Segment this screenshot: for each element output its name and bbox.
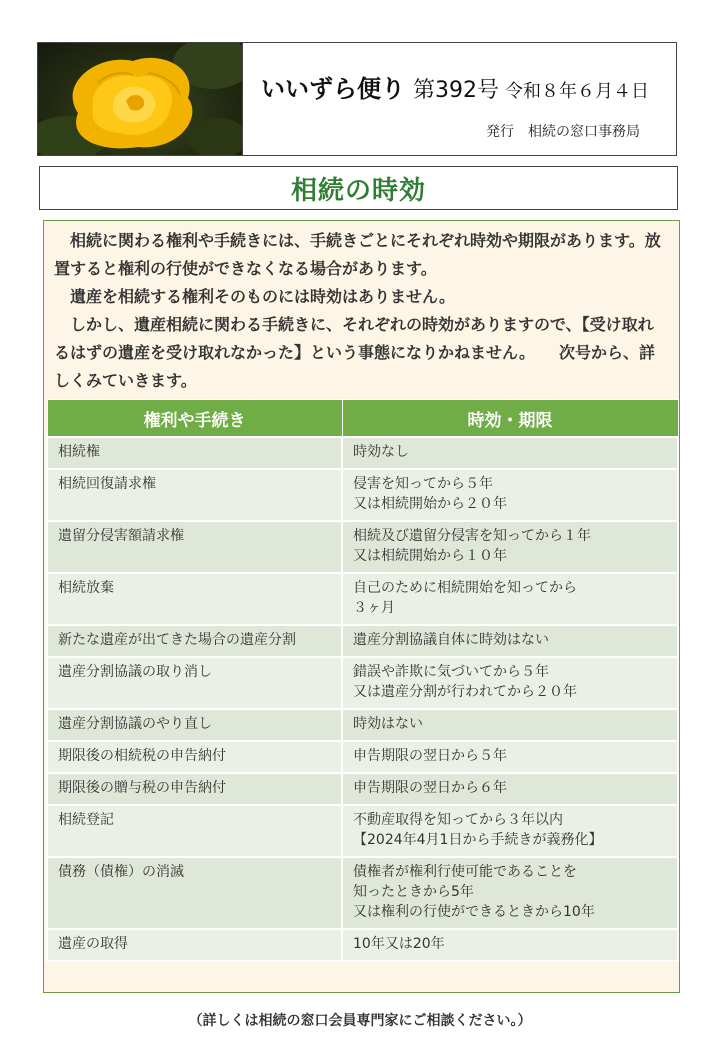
table-row	[47, 773, 678, 805]
deadline-cell: 債権者が権利行使可能であることを 知ったときから5年 又は権利の行使ができるときから10年	[342, 857, 678, 929]
column-header: 権利や手続き	[47, 400, 342, 438]
procedure-cell: 遺産の取得	[47, 929, 342, 961]
procedure-cell: 相続登記	[47, 805, 342, 857]
table-row	[47, 469, 678, 521]
intro-paragraph: 相続に関わる権利や手続きには、手続きごとにそれぞれ時効や期限があります。放置すると権利の行使ができなくなる場合があります。	[54, 231, 661, 278]
issue-date: 令和８年６月４日	[505, 81, 649, 102]
table-row	[47, 625, 678, 657]
table-row	[47, 805, 678, 857]
issue-number: 第392号	[413, 78, 499, 103]
deadline-cell: 錯誤や詐欺に気づいてから５年 又は遺産分割が行われてから２０年	[342, 657, 678, 709]
procedure-cell: 債務（債権）の消滅	[47, 857, 342, 929]
intro-paragraph: 遺産を相続する権利そのものには時効はありません。	[54, 287, 455, 306]
footer-note: （詳しくは相続の窓口会員専門家にご相談ください。）	[188, 1013, 532, 1029]
deadline-cell: 遺産分割協議自体に時効はない	[342, 625, 678, 657]
statute-table	[46, 399, 679, 962]
deadline-cell: 時効なし	[342, 437, 678, 469]
column-header: 時効・期限	[342, 400, 678, 438]
procedure-cell: 遺産分割協議の取り消し	[47, 657, 342, 709]
procedure-cell: 相続権	[47, 437, 342, 469]
procedure-cell: 相続放棄	[47, 573, 342, 625]
publisher: 発行 相続の窓口事務局	[486, 124, 640, 140]
table-row	[47, 709, 678, 741]
deadline-cell: 相続及び遺留分侵害を知ってから１年 又は相続開始から１０年	[342, 521, 678, 573]
deadline-cell: 申告期限の翌日から５年	[342, 741, 678, 773]
page-title: 相続の時効	[39, 166, 678, 210]
procedure-cell: 遺産分割協議のやり直し	[47, 709, 342, 741]
table-row	[47, 573, 678, 625]
deadline-cell: 侵害を知ってから５年 又は相続開始から２０年	[342, 469, 678, 521]
content-box	[43, 220, 680, 993]
rose-icon	[38, 43, 242, 155]
table-row	[47, 741, 678, 773]
procedure-cell: 期限後の相続税の申告納付	[47, 741, 342, 773]
procedure-cell: 遺留分侵害額請求権	[47, 521, 342, 573]
procedure-cell: 新たな遺産が出てきた場合の遺産分割	[47, 625, 342, 657]
intro-paragraph: しかし、遺産相続に関わる手続きに、それぞれの時効がありますので、【受け取れるはずの遺産を受け取れなかった】という事態になりかねません。 次号から、詳しくみていきます。	[54, 315, 655, 390]
deadline-cell: 時効はない	[342, 709, 678, 741]
table-row	[47, 657, 678, 709]
deadline-cell: 不動産取得を知ってから３年以内 【2024年4月1日から手続きが義務化】	[342, 805, 678, 857]
table-row	[47, 521, 678, 573]
procedure-cell: 相続回復請求権	[47, 469, 342, 521]
table-row	[47, 929, 678, 961]
yellow-rose-image	[38, 43, 243, 155]
title-line	[261, 69, 649, 104]
deadline-cell: 申告期限の翌日から６年	[342, 773, 678, 805]
newsletter-name: いいずら便り	[261, 75, 405, 103]
procedure-cell: 期限後の贈与税の申告納付	[47, 773, 342, 805]
deadline-cell: 10年又は20年	[342, 929, 678, 961]
deadline-cell: 自己のために相続開始を知ってから ３ヶ月	[342, 573, 678, 625]
header-text	[243, 43, 676, 155]
intro-text	[44, 221, 679, 395]
newsletter-header	[37, 42, 677, 156]
table-row	[47, 857, 678, 929]
table-header-row	[47, 400, 678, 438]
table-row	[47, 437, 678, 469]
